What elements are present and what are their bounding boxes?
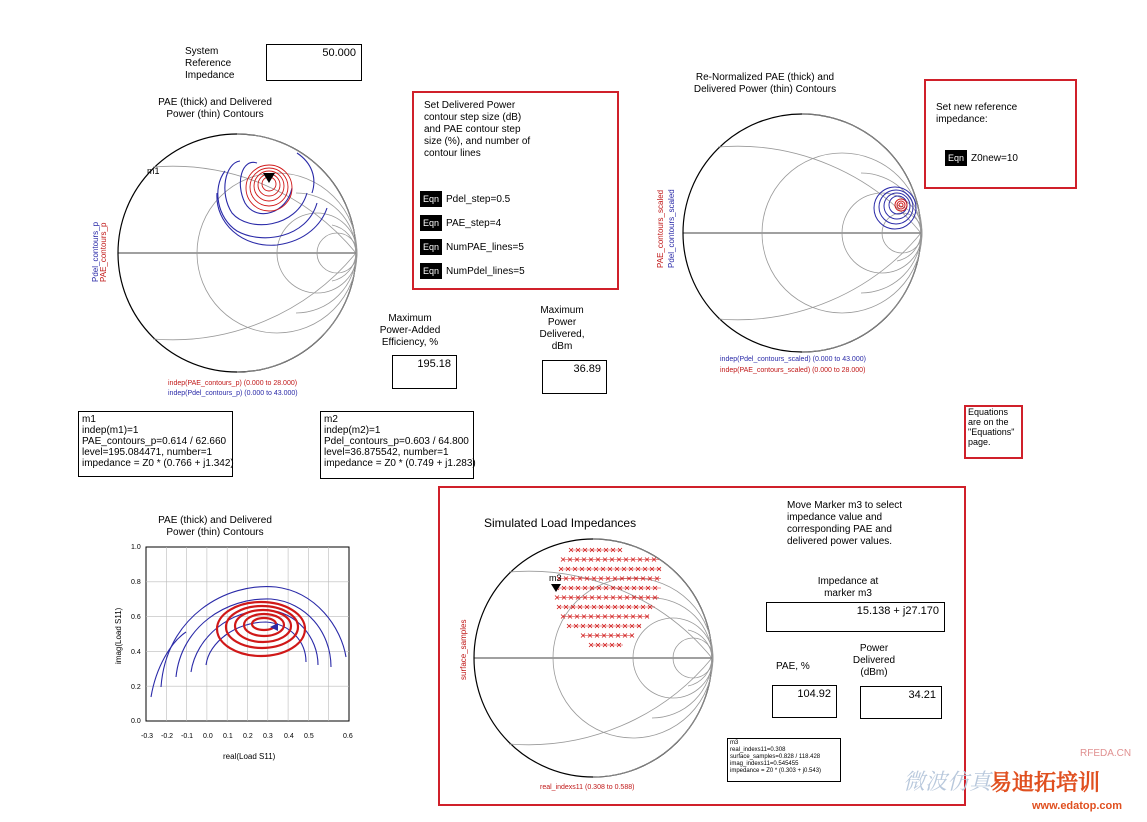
sim-smith-chart <box>473 538 713 778</box>
max-pdel-value[interactable]: 36.89 <box>542 360 607 394</box>
sim-marker-m3[interactable]: m3 <box>549 573 562 583</box>
plot1-marker[interactable]: m1 <box>147 166 160 176</box>
eqn-num-pae-lines[interactable] <box>420 239 524 255</box>
max-pdel-label: Maximum Power Delivered, dBm <box>539 305 585 352</box>
max-pae-label: Maximum Power-Added Efficiency, % <box>379 313 441 348</box>
max-pae-value[interactable]: 195.18 <box>392 355 457 389</box>
pdel-label: Power Delivered (dBm) <box>852 643 896 678</box>
eqn-text: Z0new=10 <box>971 152 1018 164</box>
pdel-value[interactable]: 34.21 <box>860 686 942 719</box>
watermark-cn: 微波仿真 <box>903 769 992 794</box>
xtick: 0.0 <box>203 733 213 740</box>
xtick: 0.1 <box>223 733 233 740</box>
plot2-ylabel-red: PAE_contours_scaled <box>656 189 665 268</box>
sysref-value[interactable]: 50.000 <box>266 44 362 81</box>
pae-value[interactable]: 104.92 <box>772 685 837 718</box>
imp-label: Impedance at marker m3 <box>817 576 879 599</box>
sim-ylabel: surface_samples <box>459 619 468 680</box>
pae-label: PAE, % <box>776 661 810 672</box>
plot3-ylabel: imag(Load S11) <box>114 607 123 664</box>
plot2-smith-chart <box>682 113 922 353</box>
m3-readout[interactable]: m3 real_indexs11=0.308 surface_samples=0.828 / 118.428 imag_indexs11=0.545455 impedance = Z0 * (0.303 + j0.543) <box>727 738 841 782</box>
watermark-rfeda: RFEDA.CN <box>1080 748 1132 759</box>
plot2-xlabel-red: indep(PAE_contours_scaled) (0.000 to 28.000) <box>720 367 866 374</box>
eqn-tag: Eqn <box>420 191 442 207</box>
step-settings-text: Set Delivered Power contour step size (dB) and PAE contour step size (%), and number of contour lines <box>424 100 531 159</box>
xtick: 0.3 <box>263 733 273 740</box>
sim-instructions: Move Marker m3 to select impedance value and corresponding PAE and delivered power values. <box>787 500 903 547</box>
ytick-0.0: 0.0 <box>131 718 141 725</box>
plot2-ylabel-blue: Pdel_contours_scaled <box>667 189 676 268</box>
plot3-title: PAE (thick) and Delivered Power (thin) Contours <box>158 515 272 538</box>
ytick-1.0: 1.0 <box>131 544 141 551</box>
eqn-z0new[interactable] <box>945 150 1018 166</box>
eqn-text: NumPAE_lines=5 <box>446 241 524 253</box>
ytick-0.2: 0.2 <box>131 684 141 691</box>
plot1-xlabel-red: indep(PAE_contours_p) (0.000 to 28.000) <box>168 380 298 387</box>
eqn-pdel-step[interactable] <box>420 191 510 207</box>
eqn-pae-step[interactable] <box>420 215 501 231</box>
eqn-tag: Eqn <box>420 263 442 279</box>
ytick-0.4: 0.4 <box>131 649 141 656</box>
m1-readout[interactable]: m1 indep(m1)=1 PAE_contours_p=0.614 / 62.660 level=195.084471, number=1 impedance = Z0 * (0.766 + j1.342) <box>78 411 233 477</box>
plot2-xlabel-blue: indep(Pdel_contours_scaled) (0.000 to 43.000) <box>720 356 866 363</box>
ytick-0.8: 0.8 <box>131 579 141 586</box>
plot1-xlabel-blue: indep(Pdel_contours_p) (0.000 to 43.000) <box>168 390 298 397</box>
eqn-text: PAE_step=4 <box>446 217 502 229</box>
watermark-url: www.edatop.com <box>1032 800 1123 812</box>
eqn-tag: Eqn <box>420 239 442 255</box>
eqn-tag: Eqn <box>420 215 442 231</box>
xtick: 0.5 <box>304 733 314 740</box>
imp-value[interactable]: 15.138 + j27.170 <box>766 602 945 632</box>
eqn-tag: Eqn <box>945 150 967 166</box>
plot3-xlabel: real(Load S11) <box>223 752 276 761</box>
watermark-edatop-cn: 易迪拓培训 <box>990 770 1101 795</box>
m2-readout[interactable]: m2 indep(m2)=1 Pdel_contours_p=0.603 / 64.800 level=36.875542, number=1 impedance = Z0 * (0.749 + j1.283) <box>320 411 474 479</box>
xtick: -0.1 <box>181 733 194 740</box>
xtick: 0.4 <box>284 733 294 740</box>
equations-note: Equations are on the "Equations" page. <box>968 407 1015 447</box>
new-ref-panel <box>924 79 1077 189</box>
sysref-label: System Reference Impedance <box>185 46 235 81</box>
xtick: -0.3 <box>141 733 154 740</box>
eqn-num-pdel-lines[interactable] <box>420 263 525 279</box>
plot1-ylabel-blue: Pdel_contours_p <box>91 221 100 282</box>
sim-xlabel: real_indexs11 (0.308 to 0.588) <box>540 784 635 791</box>
ytick-0.6: 0.6 <box>131 614 141 621</box>
plot2-title: Re-Normalized PAE (thick) and Delivered Power (thin) Contours <box>693 72 837 95</box>
sim-title: Simulated Load Impedances <box>484 516 637 530</box>
new-ref-text: Set new reference impedance: <box>936 102 1018 125</box>
eqn-text: Pdel_step=0.5 <box>446 193 511 205</box>
plot1-title: PAE (thick) and Delivered Power (thin) Contours <box>158 97 272 120</box>
xtick: 0.6 <box>343 733 353 740</box>
xtick: 0.2 <box>243 733 253 740</box>
xtick: -0.2 <box>161 733 174 740</box>
eqn-text: NumPdel_lines=5 <box>446 265 525 277</box>
plot1-ylabel-red: PAE_contours_p <box>99 222 108 282</box>
plot3-rect-chart <box>146 547 349 722</box>
